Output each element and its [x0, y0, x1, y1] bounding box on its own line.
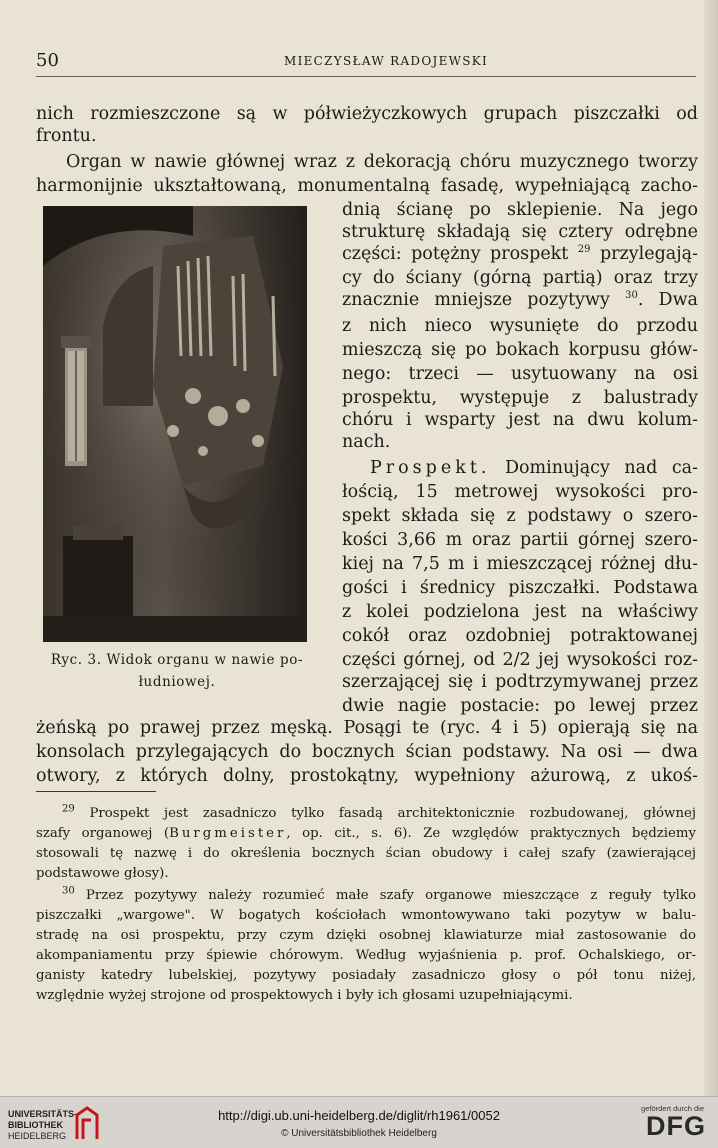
footnote-line — [36, 824, 696, 844]
text-line: z kolei podzielona jest na właściwy — [342, 602, 698, 622]
text-span: znacznie mniejsze pozytywy — [342, 290, 610, 310]
text-line: kiej na 7,5 m i mieszczącej różnej dłu- — [342, 554, 698, 574]
text-line: żeńską po prawej przez męską. Posągi te (ryc. 4 i 5) opierają się na — [36, 718, 698, 738]
logo-line: HEIDELBERG — [8, 1131, 67, 1141]
text-line: nego: trzeci — usytuowany na osi — [342, 364, 698, 384]
text-line — [342, 457, 698, 479]
text-line: konsolach przylegających do bocznych ścian podstawy. Na osi — dwa — [36, 742, 698, 762]
page-edge-shadow — [704, 0, 718, 1096]
footnote-line: stosowali tę nazwę i do określenia bocznych ścian obudowy i całej szafy (zawierającej — [36, 846, 696, 861]
text-line — [342, 289, 698, 311]
organ-photo — [43, 206, 307, 642]
footnote-line — [36, 886, 696, 906]
text-span: Prospekt jest zasadniczo tylko fasadą architektonicznie rozbudowanej, głównej — [89, 806, 696, 821]
text-span: Przez pozytywy należy rozumieć małe szafy organowe mieszczące z reguły tylko — [85, 888, 696, 903]
footnote-line: ganisty katedry lubelskiej, pozytywy posiadały zasadniczo głosy o pół tonu niżej, — [36, 968, 696, 983]
logo-line: BIBLIOTHEK — [8, 1120, 63, 1130]
text-line: mieszczą się po bokach korpusu głów- — [342, 340, 698, 360]
organ-photo-image — [43, 206, 307, 642]
running-head: MIECZYSŁAW RADOJEWSKI — [284, 54, 489, 68]
text-span: szafy organowej ( — [36, 826, 170, 841]
text-line: cokół oraz ozdobniej potraktowanej — [342, 626, 698, 646]
footnote-line: stradę na osi prospektu, przy czym dzięki osobnej klawiaturze miał zastosowanie do — [36, 928, 696, 943]
text-span: . Dwa — [637, 290, 698, 310]
text-span: Dominujący nad ca- — [504, 458, 698, 478]
text-span: , op. cit., s. 6). Ze względów praktycznych będziemy — [286, 826, 697, 841]
footnote-number: 30 — [62, 885, 75, 897]
text-line: części górnej, od 2/2 jej wysokości roz- — [342, 650, 698, 670]
dfg-tagline: gefördert durch die — [641, 1104, 704, 1113]
text-line: frontu. — [36, 126, 97, 146]
text-line: chóru i wsparty jest na dwu kolum- — [342, 410, 698, 430]
text-line: nich rozmieszczone są w półwieżyczkowych grupach piszczałki od — [36, 104, 698, 124]
text-line: gości i średnicy piszczałki. Podstawa — [342, 578, 698, 598]
text-line: dwie nagie postacie: po lewej przez — [342, 696, 698, 716]
footnote-ref-30[interactable]: 30 — [625, 290, 638, 302]
footnote-ref-29[interactable]: 29 — [577, 244, 591, 256]
text-line — [342, 243, 698, 265]
text-line: prospektu, występuje z balustrady — [342, 388, 698, 408]
footnote-line: piszczałki „wargowe". W bogatych kościołach wmontowywano taki pozytyw w balu- — [36, 908, 696, 923]
text-line: dnią ścianę po sklepienie. Na jego — [342, 200, 698, 220]
text-line: łością, 15 metrowej wysokości pro- — [342, 482, 698, 502]
text-span: przylegają- — [599, 244, 698, 264]
text-line: harmonijnie ukształtowaną, monumentalną fasadę, wypełniającą zacho- — [36, 176, 698, 196]
copyright-notice: © Universitätsbibliothek Heidelberg — [281, 1128, 437, 1139]
text-line: kości 3,66 m oraz partii górnej szero- — [342, 530, 698, 550]
footnote-rule — [36, 791, 156, 792]
page-header — [36, 50, 698, 76]
footnote-line: podstawowe głosy). — [36, 866, 169, 881]
text-line: z nich nieco wysunięte do przodu — [342, 316, 698, 336]
text-line: Organ w nawie głównej wraz z dekoracją chóru muzycznego tworzy — [66, 152, 698, 172]
author-name: Burgmeister — [169, 826, 287, 841]
text-line: spekt składa się z podstawy o szero- — [342, 506, 698, 526]
caption-line: łudniowej. — [138, 674, 216, 690]
dfg-logo: DFG — [646, 1111, 706, 1141]
page-number: 50 — [36, 50, 59, 71]
header-rule — [36, 76, 696, 77]
text-line: cy do ściany (górną partią) oraz trzy — [342, 268, 698, 288]
footnote-line: względnie wyżej strojone od prospektowych i były ich głosami uzupełniającymi. — [36, 988, 573, 1003]
citation-link[interactable]: http://digi.ub.uni-heidelberg.de/diglit/rh1961/0052 — [218, 1108, 500, 1123]
viewer-footer — [0, 1096, 718, 1148]
text-line: strukturę składają się cztery odrębne — [342, 222, 698, 242]
section-heading: Prospekt. — [370, 458, 491, 478]
logo-line: UNIVERSITÄTS- — [8, 1109, 78, 1119]
footnote-line: akompaniamentu przy śpiewie chórowym. Według wyjaśnienia p. prof. Ochalskiego, or- — [36, 948, 696, 963]
figure-caption — [32, 649, 322, 693]
footnote-number: 29 — [62, 803, 75, 815]
text-line: szerzającej się i podtrzymywanej przez — [342, 672, 698, 692]
text-span: części: potężny prospekt — [342, 244, 569, 264]
text-line: otwory, z których dolny, prostokątny, wypełniony ażurową, z ukoś- — [36, 766, 698, 786]
caption-line: Ryc. 3. Widok organu w nawie po- — [50, 652, 304, 668]
footnote-line — [36, 804, 696, 824]
text-line: nach. — [342, 432, 391, 452]
